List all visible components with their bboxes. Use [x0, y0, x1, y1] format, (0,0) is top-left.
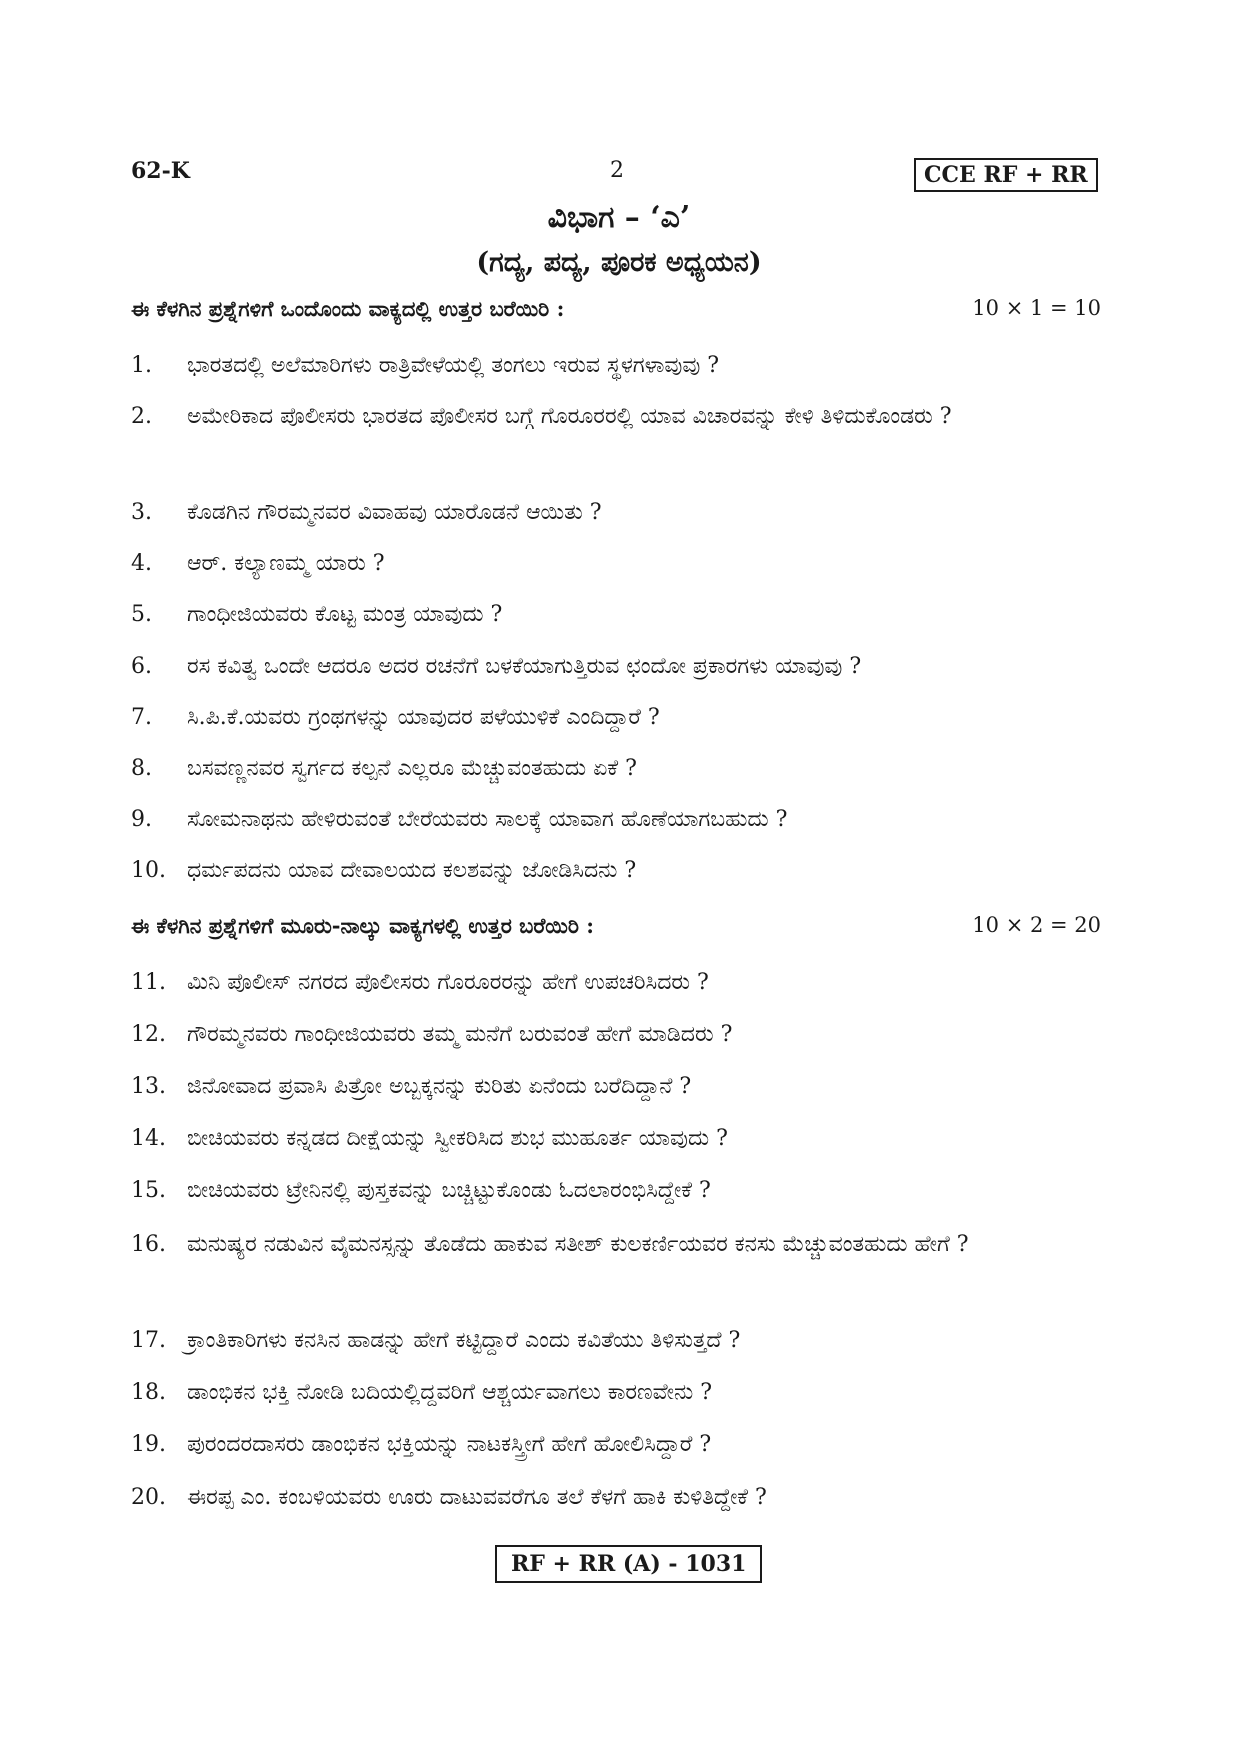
question-number: 3.	[131, 500, 152, 525]
question-text: ಗೌರಮ್ಮನವರು ಗಾಂಧೀಜಿಯವರು ತಮ್ಮ ಮನೆಗೆ ಬರುವಂತೆ ಹೇಗೆ ಮಾಡಿದರು ?	[187, 1022, 733, 1047]
question-text: ಈರಪ್ಪ ಎಂ. ಕಂಬಳಿಯವರು ಊರು ದಾಟುವವರೆಗೂ ತಲೆ ಕೆಳಗೆ ಹಾಕಿ ಕುಳಿತಿದ್ದೇಕೆ ?	[187, 1485, 767, 1510]
question-number: 16.	[131, 1232, 166, 1257]
question-number: 15.	[131, 1178, 166, 1203]
part2-instruction-row	[131, 913, 1101, 939]
question-number: 11.	[131, 970, 166, 995]
question-text: ಭಾರತದಲ್ಲಿ ಅಲೆಮಾರಿಗಳು ರಾತ್ರಿವೇಳೆಯಲ್ಲಿ ತಂಗಲು ಇರುವ ಸ್ಥಳಗಳಾವುವು ?	[187, 353, 720, 378]
question-number: 4.	[131, 551, 152, 576]
question-item	[131, 1426, 1101, 1464]
question-text: ಪುರಂದರದಾಸರು ಡಾಂಭಿಕನ ಭಕ್ತಿಯನ್ನು ನಾಟಕಸ್ತ್ರೀಗೆ ಹೇಗೆ ಹೋಲಿಸಿದ್ದಾರೆ ?	[187, 1432, 712, 1457]
question-number: 17.	[131, 1328, 166, 1353]
question-number: 10.	[131, 858, 166, 883]
question-number: 14.	[131, 1126, 166, 1151]
question-number: 13.	[131, 1074, 166, 1099]
question-item	[131, 1374, 1101, 1412]
question-text: ಗಾಂಧೀಜಿಯವರು ಕೊಟ್ಟ ಮಂತ್ರ ಯಾವುದು ?	[187, 602, 503, 627]
question-text: ಬೀಚಿಯವರು ಕನ್ನಡದ ದೀಕ್ಷೆಯನ್ನು ಸ್ವೀಕರಿಸಿದ ಶುಭ ಮುಹೂರ್ತ ಯಾವುದು ?	[187, 1126, 728, 1151]
question-item	[131, 750, 1101, 788]
question-text: ಜಿನೋವಾದ ಪ್ರವಾಸಿ ಪಿತ್ರೋ ಅಬ್ಬಕ್ಕನನ್ನು ಕುರಿತು ಏನೆಂದು ಬರೆದಿದ್ದಾನೆ ?	[187, 1074, 692, 1099]
question-item	[131, 852, 1101, 890]
question-item	[131, 1120, 1101, 1158]
question-text: ಧರ್ಮಪದನು ಯಾವ ದೇವಾಲಯದ ಕಲಶವನ್ನು ಜೋಡಿಸಿದನು ?	[187, 858, 637, 883]
question-item	[131, 648, 1101, 686]
question-text: ಡಾಂಭಿಕನ ಭಕ್ತಿ ನೋಡಿ ಬದಿಯಲ್ಲಿದ್ದವರಿಗೆ ಆಶ್ಚರ್ಯವಾಗಲು ಕಾರಣವೇನು ?	[187, 1380, 712, 1405]
question-item	[131, 347, 1101, 385]
question-item	[131, 964, 1101, 1002]
part1-marks: 10 × 1 = 10	[972, 296, 1101, 320]
question-text: ಕ್ರಾಂತಿಕಾರಿಗಳು ಕನಸಿನ ಹಾಡನ್ನು ಹೇಗೆ ಕಟ್ಟಿದ್ದಾರೆ ಎಂದು ಕವಿತೆಯು ತಿಳಿಸುತ್ತದೆ ?	[187, 1328, 741, 1353]
question-item	[131, 801, 1101, 839]
question-number: 5.	[131, 602, 152, 627]
question-text: ಸೋಮನಾಥನು ಹೇಳಿರುವಂತೆ ಬೇರೆಯವರು ಸಾಲಕ್ಕೆ ಯಾವಾಗ ಹೊಣೆಯಾಗಬಹುದು ?	[187, 807, 788, 832]
question-text: ಆರ್. ಕಲ್ಯಾಣಮ್ಮ ಯಾರು ?	[187, 551, 385, 576]
question-number: 8.	[131, 756, 152, 781]
part2-instruction: ಈ ಕೆಳಗಿನ ಪ್ರಶ್ನೆಗಳಿಗೆ ಮೂರು-ನಾಲ್ಕು ವಾಕ್ಯಗಳಲ್ಲಿ ಉತ್ತರ ಬರೆಯಿರಿ :	[131, 913, 594, 938]
question-item	[131, 398, 1101, 436]
question-text: ಬೀಚಿಯವರು ಟ್ರೇನಿನಲ್ಲಿ ಪುಸ್ತಕವನ್ನು ಬಚ್ಚಿಟ್ಟುಕೊಂಡು ಓದಲಾರಂಭಿಸಿದ್ದೇಕೆ ?	[187, 1178, 711, 1203]
question-item	[131, 494, 1101, 532]
question-item	[131, 1068, 1101, 1106]
question-item	[131, 1172, 1101, 1210]
question-item	[131, 699, 1101, 737]
question-text: ಮನುಷ್ಯರ ನಡುವಿನ ವೈಮನಸ್ಸನ್ನು ತೊಡೆದು ಹಾಕುವ ಸತೀಶ್ ಕುಲಕರ್ಣಿಯವರ ಕನಸು ಮೆಚ್ಚುವಂತಹುದು ಹೇಗೆ ?	[187, 1232, 969, 1257]
page-number: 2	[610, 158, 624, 183]
question-text: ಬಸವಣ್ಣನವರ ಸ್ವರ್ಗದ ಕಲ್ಪನೆ ಎಲ್ಲರೂ ಮೆಚ್ಚುವಂತಹುದು ಏಕೆ ?	[187, 756, 637, 781]
question-number: 19.	[131, 1432, 166, 1457]
question-item	[131, 1322, 1101, 1360]
question-text: ರಸ ಕವಿತ್ವ ಒಂದೇ ಆದರೂ ಅದರ ರಚನೆಗೆ ಬಳಕೆಯಾಗುತ್ತಿರುವ ಛಂದೋ ಪ್ರಕಾರಗಳು ಯಾವುವು ?	[187, 654, 862, 679]
footer-code-box: RF + RR (A) - 1031	[495, 1545, 762, 1583]
question-text: ಸಿ.ಪಿ.ಕೆ.ಯವರು ಗ್ರಂಥಗಳನ್ನು ಯಾವುದರ ಪಳೆಯುಳಿಕೆ ಎಂದಿದ್ದಾರೆ ?	[187, 705, 660, 730]
question-item	[131, 545, 1101, 583]
question-number: 7.	[131, 705, 152, 730]
question-number: 20.	[131, 1485, 166, 1510]
paper-code: 62-K	[131, 158, 190, 184]
question-text: ಕೊಡಗಿನ ಗೌರಮ್ಮನವರ ವಿವಾಹವು ಯಾರೊಡನೆ ಆಯಿತು ?	[187, 500, 602, 525]
question-item	[131, 1479, 1101, 1517]
section-title: ವಿಭಾಗ – ‘ಎ’	[547, 200, 691, 235]
question-number: 9.	[131, 807, 152, 832]
question-item	[131, 596, 1101, 634]
question-text: ಮಿನಿ ಪೊಲೀಸ್ ನಗರದ ಪೊಲೀಸರು ಗೊರೂರರನ್ನು ಹೇಗೆ ಉಪಚರಿಸಿದರು ?	[187, 970, 709, 995]
question-number: 12.	[131, 1022, 166, 1047]
question-number: 1.	[131, 353, 152, 378]
question-number: 18.	[131, 1380, 166, 1405]
question-item	[131, 1016, 1101, 1054]
question-number: 6.	[131, 654, 152, 679]
part2-marks: 10 × 2 = 20	[972, 913, 1101, 937]
part1-instruction-row	[131, 296, 1101, 322]
section-subtitle: (ಗದ್ಯ, ಪದ್ಯ, ಪೂರಕ ಅಧ್ಯಯನ)	[476, 247, 762, 278]
question-number: 2.	[131, 404, 152, 429]
exam-code-box: CCE RF + RR	[914, 158, 1098, 192]
part1-instruction: ಈ ಕೆಳಗಿನ ಪ್ರಶ್ನೆಗಳಿಗೆ ಒಂದೊಂದು ವಾಕ್ಯದಲ್ಲಿ ಉತ್ತರ ಬರೆಯಿರಿ :	[131, 296, 565, 321]
question-text: ಅಮೇರಿಕಾದ ಪೊಲೀಸರು ಭಾರತದ ಪೊಲೀಸರ ಬಗ್ಗೆ ಗೊರೂರರಲ್ಲಿ ಯಾವ ವಿಚಾರವನ್ನು ಕೇಳಿ ತಿಳಿದುಕೊಂಡರು ?	[187, 404, 952, 429]
question-item	[131, 1226, 1101, 1264]
